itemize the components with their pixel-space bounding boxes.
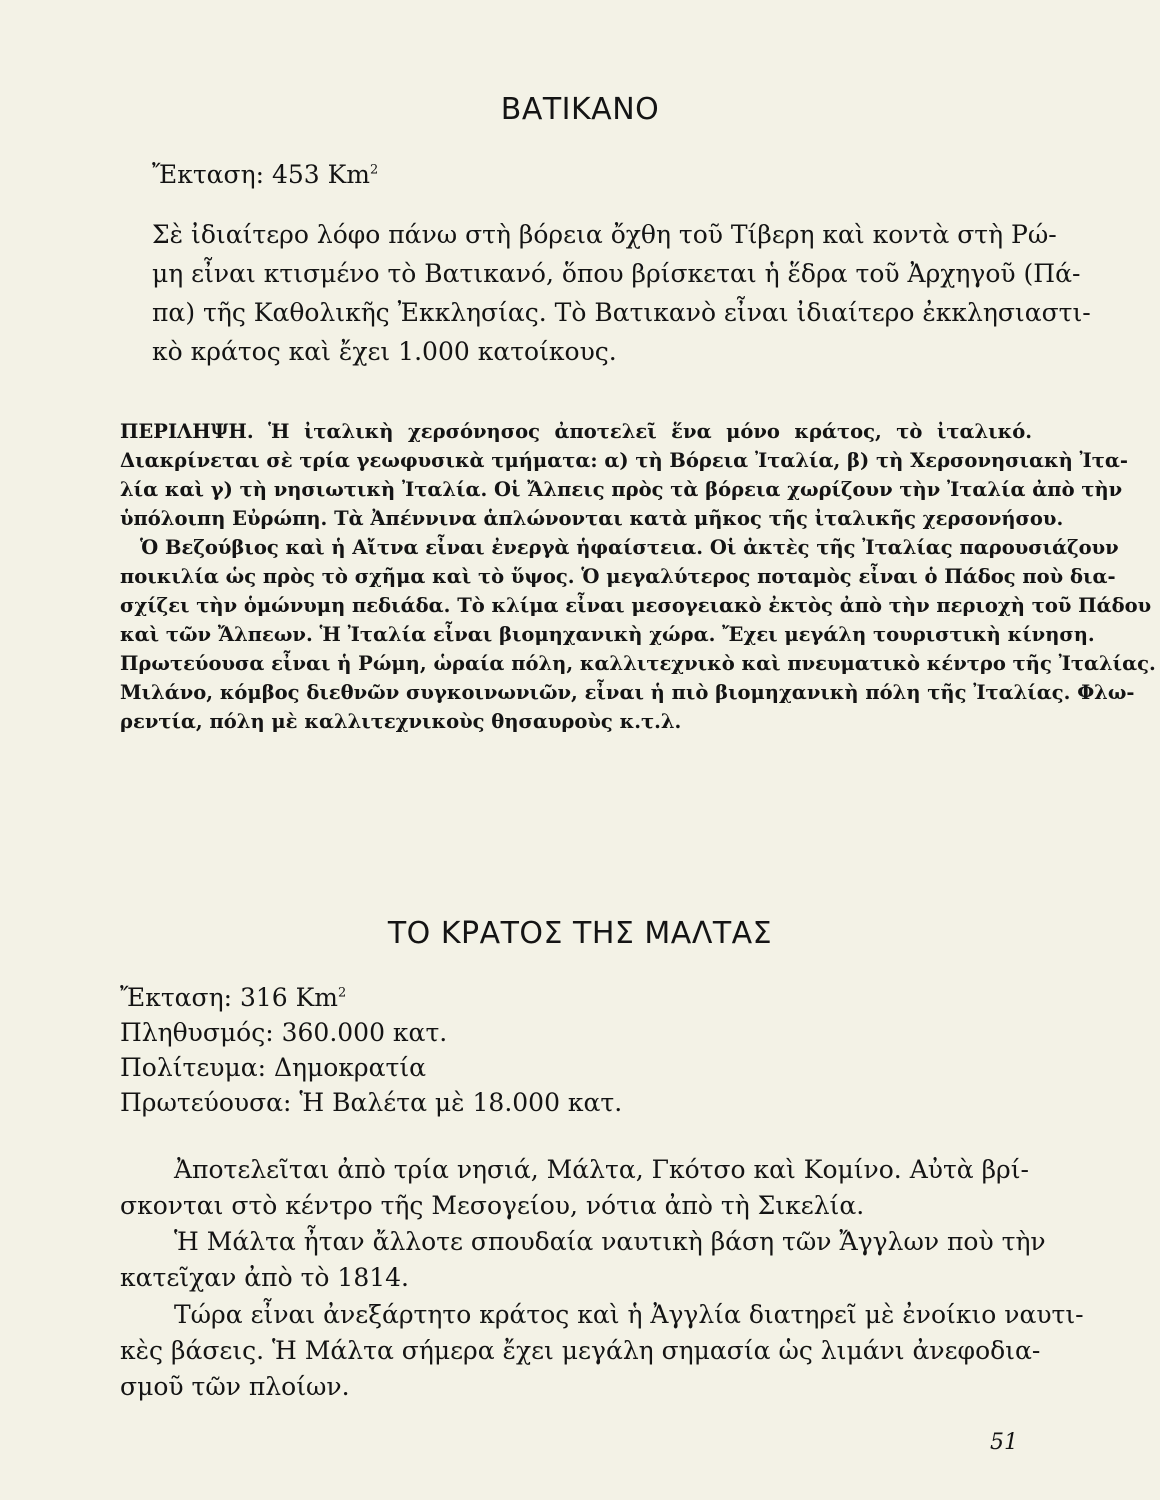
- vatican-line-2: μη εἶναι κτισμένο τὸ Βατικανό, ὅπου βρίσκεται ἡ ἕδρα τοῦ Ἀρχηγοῦ (Πά-: [152, 259, 1081, 288]
- vatican-area: Ἔκταση: 453 Km$^2$: [152, 160, 379, 189]
- summary-line-2: Διακρίνεται σὲ τρία γεωφυσικὰ τμήματα: α) τὴ Βόρεια Ἰταλία, β) τὴ Χερσονησιακὴ Ἰτα-: [120, 449, 1129, 472]
- page-number: 51: [990, 1430, 1018, 1455]
- summary-line-10: Μιλάνο, κόμβος διεθνῶν συγκοινωνιῶν, εἶναι ἡ πιὸ βιομηχανικὴ πόλη τῆς Ἰταλίας. Φλω-: [120, 681, 1135, 704]
- malta-title: ΤΟ ΚΡΑΤΟΣ ΤΗΣ ΜΑΛΤΑΣ: [387, 916, 773, 951]
- summary-line-9: Πρωτεύουσα εἶναι ἡ Ρώμη, ὡραία πόλη, καλλιτεχνικὸ καὶ πνευματικὸ κέντρο τῆς Ἰταλίας.: [120, 652, 1156, 675]
- malta-line-1: Ἀποτελεῖται ἀπὸ τρία νησιά, Μάλτα, Γκότσο καὶ Κομίνο. Αὐτὰ βρί-: [174, 1155, 1030, 1184]
- vatican-title: ΒΑΤΙΚΑΝΟ: [500, 92, 660, 127]
- malta-line-5: Τώρα εἶναι ἀνεξάρτητο κράτος καὶ ἡ Ἀγγλία διατηρεῖ μὲ ἐνοίκιο ναυτι-: [174, 1300, 1084, 1329]
- malta-line-3: Ἡ Μάλτα ἦταν ἄλλοτε σπουδαία ναυτικὴ βάση τῶν Ἄγγλων ποὺ τὴν: [174, 1227, 1046, 1256]
- summary-line-4: ὑπόλοιπη Εὐρώπη. Τὰ Ἀπέννινα ἁπλώνονται κατὰ μῆκος τῆς ἰταλικῆς χερσονήσου.: [120, 507, 1064, 530]
- malta-population: Πληθυσμός: 360.000 κατ.: [120, 1018, 448, 1047]
- summary-line-1: ΠΕΡΙΛΗΨΗ. Ἡ ἰταλικὴ χερσόνησος ἀποτελεῖ ἕνα μόνο κράτος, τὸ ἰταλικό.: [120, 420, 1032, 443]
- summary-line-6: ποικιλία ὡς πρὸς τὸ σχῆμα καὶ τὸ ὕψος. Ὁ μεγαλύτερος ποταμὸς εἶναι ὁ Πάδος ποὺ δια-: [120, 565, 1116, 588]
- summary-line-3: λία καὶ γ) τὴ νησιωτικὴ Ἰταλία. Οἱ Ἄλπεις πρὸς τὰ βόρεια χωρίζουν τὴν Ἰταλία ἀπὸ τὴν: [120, 478, 1123, 501]
- malta-line-6: κὲς βάσεις. Ἡ Μάλτα σήμερα ἔχει μεγάλη σημασία ὡς λιμάνι ἀνεφοδια-: [120, 1336, 1041, 1365]
- malta-area: Ἔκταση: 316 Km$^2$: [120, 983, 347, 1012]
- malta-line-2: σκονται στὸ κέντρο τῆς Μεσογείου, νότια ἀπὸ τὴ Σικελία.: [120, 1191, 865, 1220]
- malta-line-7: σμοῦ τῶν πλοίων.: [120, 1372, 350, 1401]
- malta-capital: Πρωτεύουσα: Ἡ Βαλέτα μὲ 18.000 κατ.: [120, 1088, 623, 1117]
- summary-line-5: Ὁ Βεζούβιος καὶ ἡ Αἴτνα εἶναι ἐνεργὰ ἡφαίστεια. Οἱ ἀκτὲς τῆς Ἰταλίας παρουσιάζουν: [140, 536, 1119, 559]
- vatican-line-1: Σὲ ἰδιαίτερο λόφο πάνω στὴ βόρεια ὄχθη τοῦ Τίβερη καὶ κοντὰ στὴ Ρώ-: [152, 220, 1057, 249]
- summary-line-8: καὶ τῶν Ἄλπεων. Ἡ Ἰταλία εἶναι βιομηχανικὴ χώρα. Ἔχει μεγάλη τουριστικὴ κίνηση.: [120, 623, 1095, 646]
- summary-line-11: ρεντία, πόλη μὲ καλλιτεχνικοὺς θησαυροὺς κ.τ.λ.: [120, 710, 682, 733]
- vatican-line-3: πα) τῆς Καθολικῆς Ἐκκλησίας. Τὸ Βατικανὸ εἶναι ἰδιαίτερο ἐκκλησιαστι-: [152, 298, 1091, 327]
- vatican-line-4: κὸ κράτος καὶ ἔχει 1.000 κατοίκους.: [152, 337, 617, 366]
- malta-line-4: κατεῖχαν ἀπὸ τὸ 1814.: [120, 1263, 409, 1292]
- malta-government: Πολίτευμα: Δημοκρατία: [120, 1053, 427, 1082]
- summary-line-7: σχίζει τὴν ὁμώνυμη πεδιάδα. Τὸ κλίμα εἶναι μεσογειακὸ ἐκτὸς ἀπὸ τὴν περιοχὴ τοῦ Πάδου: [120, 594, 1152, 617]
- summary-heading: ΠΕΡΙΛΗΨΗ.: [120, 420, 254, 443]
